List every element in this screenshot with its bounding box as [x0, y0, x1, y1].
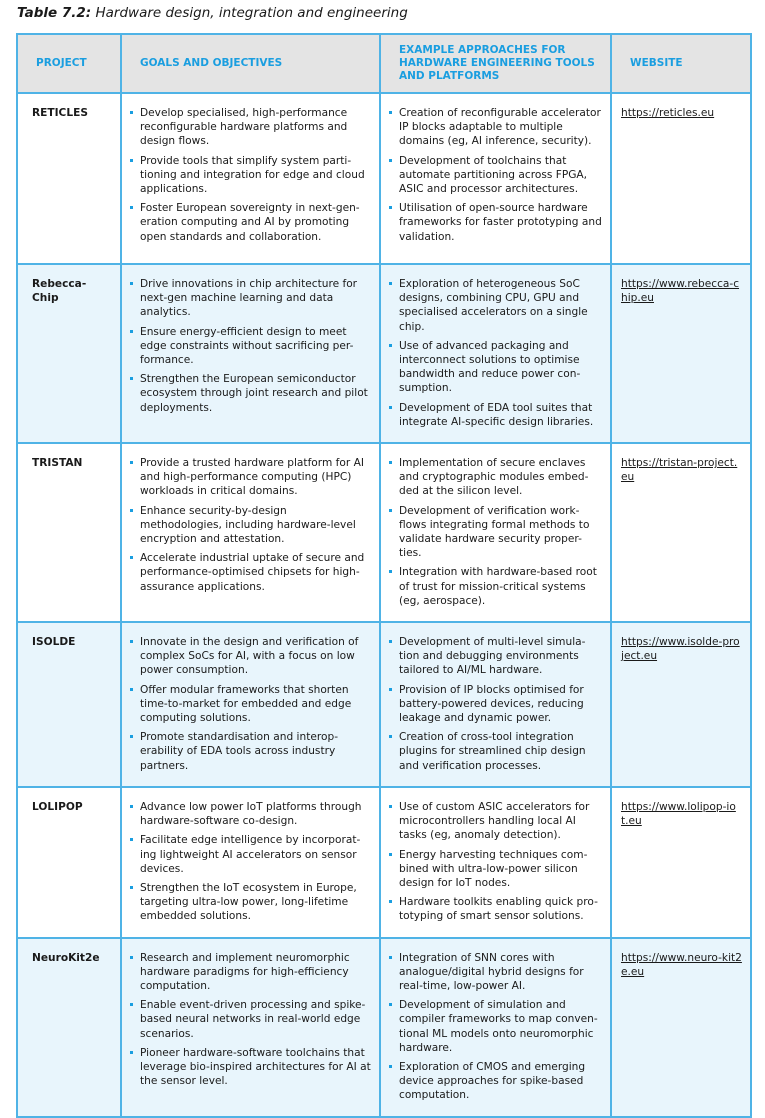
bullet-text: Integration of SNN cores with analogue/digital hybrid designs for real-time, low-power AI.	[399, 951, 584, 992]
bullet-icon	[130, 688, 133, 691]
goals-cell	[121, 622, 380, 787]
bullet-item	[130, 635, 371, 678]
projects-table	[16, 33, 752, 1118]
bullet-item	[130, 683, 371, 726]
bullet-item	[130, 881, 371, 924]
goals-cell	[121, 264, 380, 443]
bullet-item	[130, 800, 371, 828]
website-cell	[611, 93, 751, 264]
bullet-icon	[389, 461, 392, 464]
website-link[interactable]: https://www.isolde-project.eu	[621, 636, 740, 663]
bullet-icon	[389, 1003, 392, 1006]
bullet-icon	[130, 461, 133, 464]
approaches-list	[389, 951, 602, 1103]
bullet-icon	[389, 509, 392, 512]
bullet-icon	[389, 956, 392, 959]
bullet-icon	[389, 900, 392, 903]
bullet-text: Utilisation of open-source hardware frameworks for faster prototyping and validation.	[399, 202, 602, 243]
bullet-item	[389, 683, 602, 726]
goals-list	[130, 277, 371, 415]
bullet-text: Integration with hardware-based root of trust for mission-critical systems (eg, aerospace).	[399, 566, 597, 607]
bullet-icon	[130, 956, 133, 959]
bullet-text: Creation of reconfigurable accelerator IP blocks adaptable to multiple domains (eg, AI inference, security).	[399, 107, 601, 148]
approaches-cell	[380, 787, 611, 938]
bullet-item	[130, 998, 371, 1041]
bullet-text: Creation of cross-tool integration plugins for streamlined chip design and verification processes.	[399, 731, 586, 772]
bullet-text: Strengthen the European semiconductor ecosystem through joint research and pilot deployments.	[140, 373, 368, 414]
bullet-text: Provide a trusted hardware platform for AI and high-performance computing (HPC) workloads in critical domains.	[140, 457, 364, 498]
bullet-text: Foster European sovereignty in next-gen-eration computing and AI by promoting open standards and collaboration.	[140, 202, 360, 243]
bullet-text: Provision of IP blocks optimised for battery-powered devices, reducing leakage and dynamic power.	[399, 683, 584, 725]
project-name: RETICLES	[17, 93, 121, 264]
bullet-text: Development of verification work-flows integrating formal methods to validate hardware security proper-ties.	[399, 504, 590, 560]
bullet-item	[389, 848, 602, 891]
table-caption	[17, 5, 408, 21]
website-link[interactable]: https://reticles.eu	[621, 107, 715, 119]
bullet-item	[130, 730, 371, 773]
bullet-icon	[389, 735, 392, 738]
bullet-text: Provide tools that simplify system parti-tioning and integration for edge and cloud applications.	[140, 154, 365, 196]
project-name: TRISTAN	[17, 443, 121, 622]
bullet-icon	[389, 282, 392, 285]
bullet-item	[389, 504, 602, 561]
bullet-item	[130, 1046, 371, 1089]
approaches-list	[389, 106, 602, 244]
bullet-text: Research and implement neuromorphic hardware paradigms for high-efficiency computation.	[140, 951, 350, 992]
bullet-text: Exploration of heterogeneous SoC designs, combining CPU, GPU and specialised accelerators on a single chip.	[399, 278, 588, 333]
bullet-icon	[130, 838, 133, 841]
approaches-cell	[380, 264, 611, 443]
goals-list	[130, 456, 371, 594]
bullet-item	[389, 565, 602, 608]
website-cell	[611, 787, 751, 938]
bullet-icon	[389, 111, 392, 114]
project-name: NeuroKit2e	[17, 938, 121, 1117]
approaches-list	[389, 800, 602, 924]
website-cell	[611, 938, 751, 1117]
bullet-item	[130, 106, 371, 149]
header-website: WEBSITE	[611, 34, 751, 93]
bullet-icon	[130, 1003, 133, 1006]
bullet-text: Strengthen the IoT ecosystem in Europe, targeting ultra-low power, long-lifetime embedded solutions.	[140, 881, 357, 923]
bullet-item	[130, 201, 371, 244]
header-goals: GOALS AND OBJECTIVES	[121, 34, 380, 93]
bullet-icon	[130, 805, 133, 808]
bullet-item	[389, 456, 602, 499]
bullet-icon	[389, 159, 392, 162]
bullet-item	[130, 504, 371, 547]
bullet-item	[389, 998, 602, 1055]
bullet-text: Development of EDA tool suites that integrate AI-specific design libraries.	[399, 401, 594, 428]
bullet-text: Pioneer hardware-software toolchains that leverage bio-inspired architectures for AI at the sensor level.	[140, 1046, 371, 1088]
goals-list	[130, 635, 371, 773]
table-row	[17, 938, 751, 1117]
bullet-item	[130, 456, 371, 499]
website-cell	[611, 622, 751, 787]
bullet-item	[130, 372, 371, 415]
bullet-item	[389, 277, 602, 334]
project-name: ISOLDE	[17, 622, 121, 787]
goals-list	[130, 800, 371, 924]
bullet-text: Hardware toolkits enabling quick pro-totyping of smart sensor solutions.	[399, 896, 598, 923]
bullet-icon	[130, 556, 133, 559]
bullet-text: Advance low power IoT platforms through hardware-software co-design.	[140, 800, 362, 828]
goals-cell	[121, 787, 380, 938]
goals-cell	[121, 93, 380, 264]
bullet-icon	[389, 406, 392, 409]
bullet-item	[389, 800, 602, 843]
approaches-cell	[380, 93, 611, 264]
bullet-icon	[130, 206, 133, 209]
header-project: PROJECT	[17, 34, 121, 93]
bullet-text: Implementation of secure enclaves and cryptographic modules embed-ded at the silicon level.	[399, 457, 589, 498]
bullet-item	[389, 730, 602, 773]
bullet-icon	[130, 282, 133, 285]
goals-list	[130, 106, 371, 244]
bullet-text: Development of toolchains that automate partitioning across FPGA, ASIC and processor architectures.	[399, 154, 588, 196]
bullet-icon	[389, 853, 392, 856]
table-row	[17, 622, 751, 787]
bullet-text: Energy harvesting techniques com-bined with ultra-low-power silicon design for IoT nodes.	[399, 848, 588, 889]
table-row	[17, 443, 751, 622]
bullet-text: Development of simulation and compiler frameworks to map conven-tional ML models onto neuromorphic hardware.	[399, 999, 598, 1054]
approaches-list	[389, 635, 602, 773]
bullet-icon	[130, 111, 133, 114]
bullet-text: Enable event-driven processing and spike-based neural networks in real-world edge scenarios.	[140, 999, 366, 1040]
bullet-item	[130, 154, 371, 197]
bullet-text: Ensure energy-efficient design to meet edge constraints without sacrificing per-formance.	[140, 325, 354, 367]
project-name: LOLIPOP	[17, 787, 121, 938]
bullet-item	[389, 154, 602, 197]
approaches-cell	[380, 622, 611, 787]
website-link[interactable]: https://www.lolipop-iot.eu	[621, 800, 736, 828]
bullet-item	[389, 895, 602, 923]
table-row	[17, 93, 751, 264]
bullet-icon	[389, 206, 392, 209]
bullet-icon	[130, 330, 133, 333]
project-name: Rebecca-Chip	[17, 264, 121, 443]
bullet-icon	[389, 344, 392, 347]
bullet-text: Develop specialised, high-performance reconfigurable hardware platforms and design flows.	[140, 107, 348, 148]
website-link[interactable]: https://www.neuro-kit2e.eu	[621, 951, 742, 978]
bullet-text: Facilitate edge intelligence by incorporat-ing lightweight AI accelerators on sensor devices.	[140, 834, 361, 875]
bullet-item	[130, 551, 371, 594]
approaches-cell	[380, 938, 611, 1117]
bullet-text: Drive innovations in chip architecture for next-gen machine learning and data analytics.	[140, 278, 358, 319]
bullet-item	[130, 325, 371, 368]
bullet-item	[389, 635, 602, 678]
bullet-icon	[130, 377, 133, 380]
bullet-item	[389, 201, 602, 244]
bullet-text: Use of advanced packaging and interconnect solutions to optimise bandwidth and reduce power con-sumption.	[399, 339, 581, 395]
goals-cell	[121, 443, 380, 622]
bullet-item	[389, 401, 602, 429]
table-row	[17, 264, 751, 443]
bullet-item	[130, 277, 371, 320]
bullet-item	[130, 833, 371, 876]
table-caption-label: Table 7.2:	[17, 5, 92, 21]
bullet-icon	[389, 805, 392, 808]
bullet-icon	[389, 570, 392, 573]
header-approaches: EXAMPLE APPROACHES FOR HARDWARE ENGINEERING TOOLS AND PLATFORMS	[380, 34, 611, 93]
bullet-icon	[130, 735, 133, 738]
bullet-text: Offer modular frameworks that shorten time-to-market for embedded and edge computing solutions.	[140, 683, 352, 725]
bullet-text: Exploration of CMOS and emerging device approaches for spike-based computation.	[399, 1060, 586, 1102]
bullet-icon	[130, 509, 133, 512]
bullet-item	[389, 951, 602, 994]
website-cell	[611, 443, 751, 622]
bullet-text: Accelerate industrial uptake of secure and performance-optimised chipsets for high-assurance applications.	[140, 552, 365, 593]
approaches-cell	[380, 443, 611, 622]
website-link[interactable]: https://www.rebecca-chip.eu	[621, 278, 740, 305]
bullet-icon	[389, 1065, 392, 1068]
table-header-row	[17, 34, 751, 93]
bullet-icon	[130, 159, 133, 162]
table-row	[17, 787, 751, 938]
bullet-icon	[130, 886, 133, 889]
bullet-item	[389, 1060, 602, 1103]
bullet-text: Enhance security-by-design methodologies, including hardware-level encryption and attestation.	[140, 504, 356, 546]
bullet-item	[130, 951, 371, 994]
bullet-item	[389, 339, 602, 396]
approaches-list	[389, 277, 602, 429]
goals-cell	[121, 938, 380, 1117]
bullet-icon	[389, 640, 392, 643]
bullet-text: Innovate in the design and verification of complex SoCs for AI, with a focus on low power consumption.	[140, 636, 359, 677]
bullet-icon	[389, 688, 392, 691]
table-caption-title: Hardware design, integration and engineering	[91, 5, 408, 21]
website-cell	[611, 264, 751, 443]
bullet-text: Development of multi-level simula-tion and debugging environments tailored to AI/ML hardware.	[399, 636, 586, 677]
bullet-text: Promote standardisation and interop-erability of EDA tools across industry partners.	[140, 731, 339, 772]
goals-list	[130, 951, 371, 1089]
approaches-list	[389, 456, 602, 608]
bullet-text: Use of custom ASIC accelerators for microcontrollers handling local AI tasks (eg, anomaly detection).	[399, 800, 590, 842]
website-link[interactable]: https://tristan-project.eu	[621, 457, 738, 484]
bullet-icon	[130, 1051, 133, 1054]
bullet-item	[389, 106, 602, 149]
bullet-icon	[130, 640, 133, 643]
